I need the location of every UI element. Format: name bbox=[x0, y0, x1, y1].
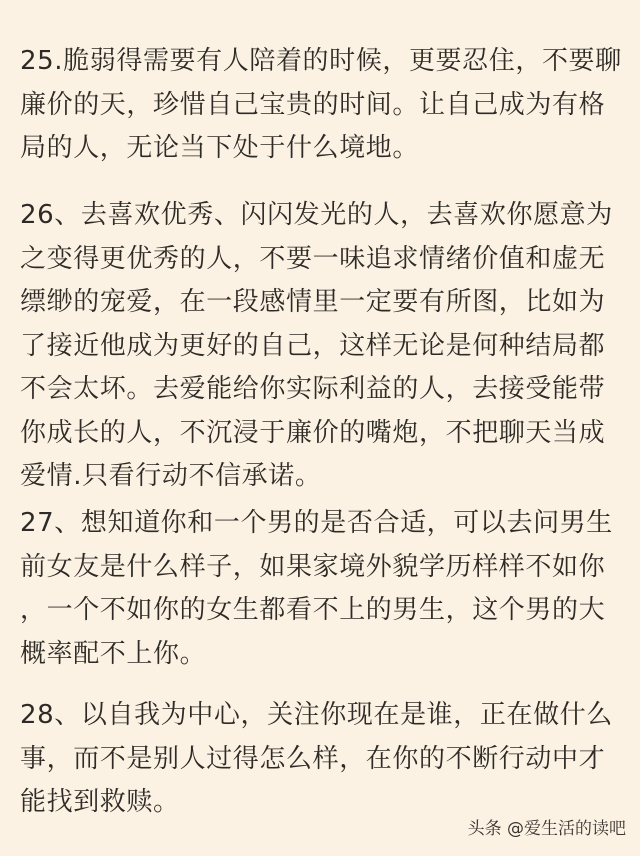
text-line: 爱情.只看行动不信承诺。 bbox=[20, 461, 322, 491]
text-line: 能找到救赎。 bbox=[20, 787, 180, 817]
paragraph-25 bbox=[20, 40, 625, 171]
text-line: 不会太坏。去爱能给你实际利益的人，去接受能带 bbox=[20, 374, 606, 404]
text-line: 27、想知道你和一个男的是否合适，可以去问男生 bbox=[20, 508, 613, 538]
paragraph-27 bbox=[20, 502, 625, 676]
text-line: 前女友是什么样子，如果家境外貌学历样样不如你 bbox=[20, 551, 606, 582]
paragraph-28 bbox=[20, 694, 625, 825]
text-line: 廉价的天，珍惜自己宝贵的时间。让自己成为有格 bbox=[20, 89, 606, 120]
watermark: 头条 @爱生活的读吧 bbox=[467, 819, 626, 839]
text-line: 26、去喜欢优秀、闪闪发光的人，去喜欢你愿意为 bbox=[20, 200, 613, 230]
text-line: 28、以自我为中心，关注你现在是谁，正在做什么 bbox=[20, 700, 613, 730]
text-line: 25.脆弱得需要有人陪着的时候，更要忍住，不要聊 bbox=[20, 46, 622, 76]
text-line: 了接近他成为更好的自己，这样无论是何种结局都 bbox=[20, 330, 606, 361]
text-line: 你成长的人，不沉浸于廉价的嘴炮，不把聊天当成 bbox=[20, 417, 606, 448]
text-line: 事，而不是别人过得怎么样，在你的不断行动中才 bbox=[20, 743, 606, 774]
text-line: 局的人，无论当下处于什么境地。 bbox=[20, 133, 420, 163]
paragraph-26 bbox=[20, 194, 625, 499]
text-line: ，一个不如你的女生都看不上的男生，这个男的大 bbox=[20, 595, 606, 625]
text-line: 缥缈的宠爱，在一段感情里一定要有所图，比如为 bbox=[20, 287, 606, 317]
text-line: 概率配不上你。 bbox=[20, 638, 207, 669]
text-line: 之变得更优秀的人，不要一味追求情绪价值和虚无 bbox=[20, 243, 606, 274]
